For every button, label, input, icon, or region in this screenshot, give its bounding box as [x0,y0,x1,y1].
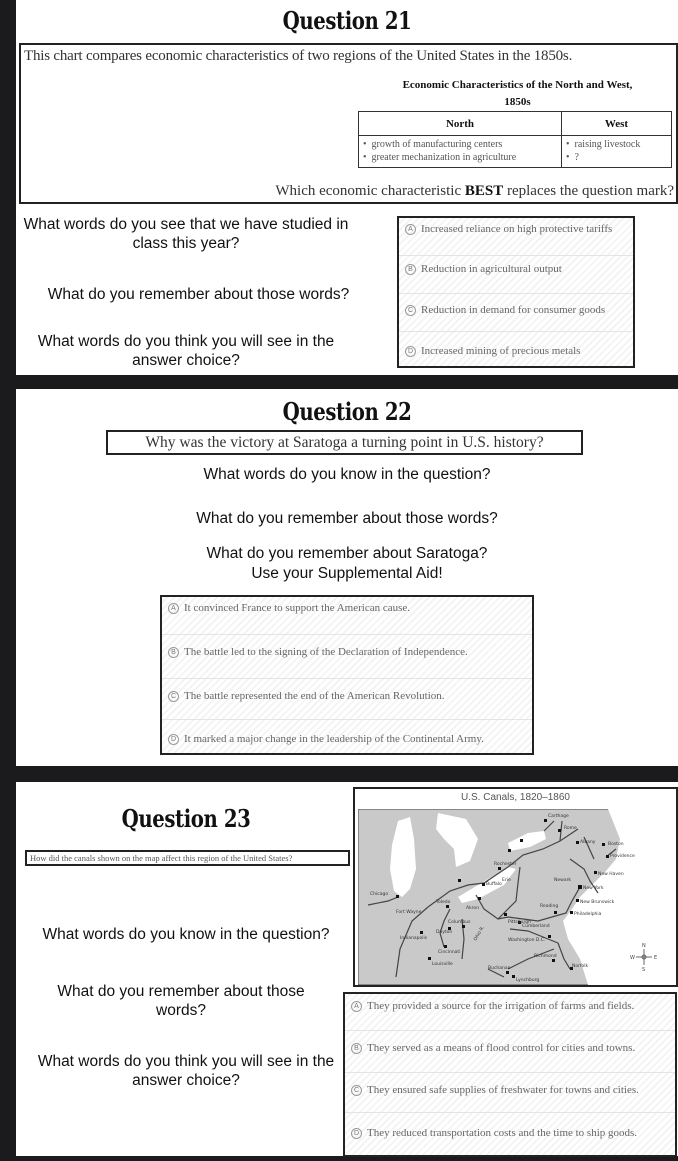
question-21-panel [16,0,678,375]
table-header-west: West [562,112,672,136]
svg-text:Rome: Rome [564,826,577,831]
prompt-remember-words: What do you remember about those words? [47,286,350,303]
svg-text:Louisville: Louisville [432,962,453,967]
question-22-answer-choices [160,595,534,755]
svg-text:Chicago: Chicago [370,892,389,897]
svg-text:Buffalo: Buffalo [486,882,502,887]
question-21-stimulus-box [19,43,678,204]
canals-map-figure [353,787,678,987]
letter-c-icon: C [351,1085,362,1096]
svg-text:Buchanan: Buchanan [488,966,511,971]
answer-choice-c[interactable]: C The battle represented the end of the American Revolution. [168,690,528,702]
prompt-studied-words: What words do you see that we have studied in class this year? [23,216,349,252]
answer-choice-b[interactable]: B They served as a means of flood control for cities and towns. [351,1042,671,1054]
question-23-answer-choices [343,992,677,1157]
answer-choice-c[interactable]: C They ensured safe supplies of freshwater for towns and cities. [351,1084,671,1096]
letter-c-icon: C [168,691,179,702]
svg-text:Norfolk: Norfolk [572,964,589,969]
prompt-supplemental-aid: Use your Supplemental Aid! [251,565,443,582]
letter-c-icon: C [405,305,416,316]
svg-text:New York: New York [583,886,604,891]
question-23-question: How did the canals shown on the map affect this region of the United States? [25,850,350,866]
question-21-intro: This chart compares economic characteristics of two regions of the United States in the 1850s. [24,48,573,64]
question-23-title: Question 23 [121,804,251,833]
svg-text:W: W [630,955,635,961]
table-list-item: • growth of manufacturing centers [363,139,503,150]
svg-text:Fort Wayne: Fort Wayne [396,910,422,915]
letter-b-icon: B [351,1043,362,1054]
svg-text:Philadelphia: Philadelphia [574,912,602,917]
svg-text:S: S [642,967,646,973]
svg-text:N: N [642,943,646,949]
letter-d-icon: D [405,346,416,357]
svg-text:Ohio R.: Ohio R. [473,925,486,942]
svg-text:Boston: Boston [608,842,624,847]
table-list-item: • raising livestock [566,139,641,150]
chart-title-line2: 1850s [504,96,531,108]
svg-text:Albany: Albany [580,840,596,845]
table-header-north: North [359,112,562,136]
prompt-answer-words: What words do you think you will see in the answer choice? [37,333,335,369]
table-list-item: • ? [566,152,579,163]
letter-b-icon: B [168,647,179,658]
answer-choice-d[interactable]: D It marked a major change in the leadership of the Continental Army. [168,733,528,745]
svg-text:Akron: Akron [466,906,480,911]
letter-a-icon: A [405,224,416,235]
letter-d-icon: D [168,734,179,745]
svg-text:Cumberland: Cumberland [522,924,550,929]
svg-text:Reading: Reading [540,904,559,909]
svg-text:New Haven: New Haven [598,872,624,877]
svg-text:Erie: Erie [502,878,511,883]
letter-a-icon: A [351,1001,362,1012]
prompt-remember-saratoga: What do you remember about Saratoga? [206,545,488,562]
economic-characteristics-table [358,111,672,168]
prompt-remember-words: What do you remember about those words? [196,510,498,527]
svg-text:Dayton: Dayton [436,930,453,935]
svg-text:Toledo: Toledo [436,900,451,905]
answer-choice-a[interactable]: A Increased reliance on high protective tariffs [405,223,629,235]
svg-text:Newark: Newark [554,878,572,883]
prompt-known-words: What words do you know in the question? [203,466,491,483]
svg-text:Cincinnati: Cincinnati [438,950,461,955]
svg-text:Indianapolis: Indianapolis [400,936,428,941]
canals-map [358,809,672,985]
table-cell-west [562,136,672,168]
map-title: U.S. Canals, 1820–1860 [461,792,570,803]
svg-text:Pittsburgh: Pittsburgh [508,920,531,925]
question-21-question: Which economic characteristic BEST replaces the question mark? [275,183,674,199]
answer-choice-a[interactable]: A They provided a source for the irrigation of farms and fields. [351,1000,671,1012]
question-21-title: Question 21 [282,6,412,35]
letter-b-icon: B [405,264,416,275]
question-22-title: Question 22 [282,397,412,426]
table-cell-north [359,136,562,168]
chart-title-line1: Economic Characteristics of the North and West, [402,79,633,91]
answer-choice-d[interactable]: D Increased mining of precious metals [405,345,629,357]
svg-text:Providence: Providence [610,854,635,859]
question-23-panel [16,782,678,1156]
letter-d-icon: D [351,1128,362,1139]
svg-text:E: E [654,955,658,961]
svg-text:Washington D.C.: Washington D.C. [508,938,546,943]
chart-title [365,77,670,111]
prompt-known-words: What words do you know in the question? [42,926,330,943]
question-21-answer-choices [397,216,635,368]
table-list-item: • greater mechanization in agriculture [363,152,517,163]
svg-text:Carthage: Carthage [548,814,569,819]
answer-choice-c[interactable]: C Reduction in demand for consumer goods [405,304,629,316]
answer-choice-b[interactable]: B The battle led to the signing of the Declaration of Independence. [168,646,528,658]
svg-text:Rochester: Rochester [494,862,517,867]
prompt-remember-words: What do you remember about those words? [57,983,305,1019]
svg-text:Columbus: Columbus [448,920,471,925]
prompt-answer-words: What words do you think you will see in the answer choice? [37,1053,335,1089]
answer-choice-d[interactable]: D They reduced transportation costs and the time to ship goods. [351,1127,671,1139]
svg-text:New Brunswick: New Brunswick [580,900,615,905]
answer-choice-b[interactable]: B Reduction in agricultural output [405,263,629,275]
question-22-question: Why was the victory at Saratoga a turning point in U.S. history? [106,430,583,455]
letter-a-icon: A [168,603,179,614]
svg-text:Lynchburg: Lynchburg [516,978,540,983]
answer-choice-a[interactable]: A It convinced France to support the American cause. [168,602,528,614]
question-22-panel [16,389,678,766]
svg-text:Richmond: Richmond [534,954,557,959]
